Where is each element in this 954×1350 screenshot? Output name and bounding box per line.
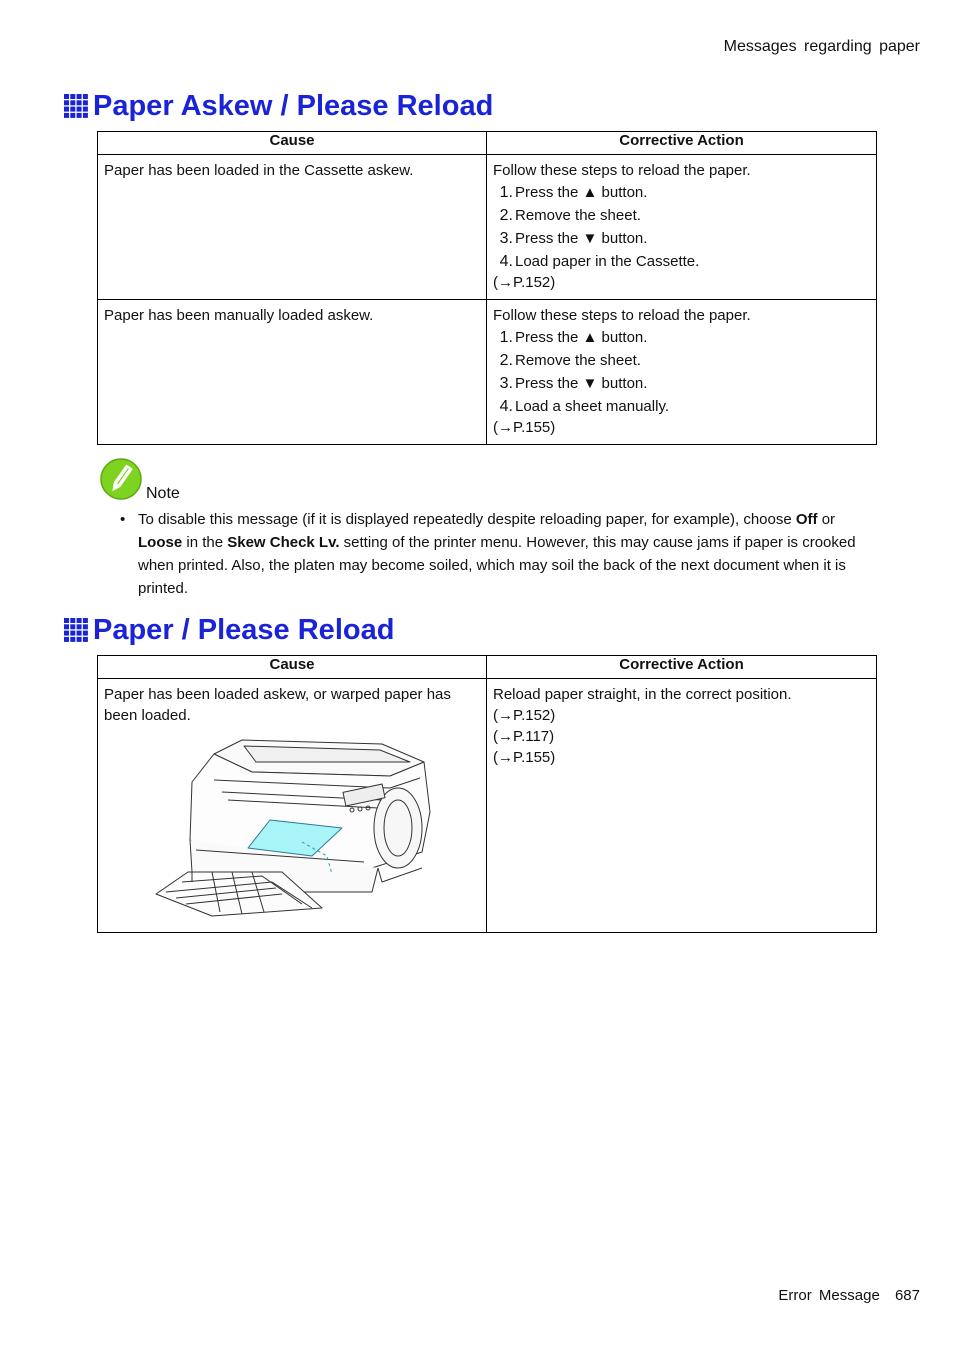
bullet: • [120, 511, 126, 528]
action-text: Reload paper straight, in the correct position. [493, 686, 792, 703]
action-cell [487, 155, 877, 300]
step-item [493, 326, 870, 349]
paper-reload-table [97, 655, 877, 933]
page-footer [778, 1287, 920, 1304]
note-label: Note [146, 485, 180, 502]
column-header-cause: Cause [98, 132, 487, 155]
step-item [493, 395, 870, 418]
step-item [493, 181, 870, 204]
page-reference-link[interactable]: (→P.155) [493, 419, 556, 436]
step-text: Press the ▼ button. [515, 230, 648, 247]
action-cell [487, 679, 877, 933]
section-title-text: Paper / Please Reload [93, 614, 395, 646]
cause-cell [98, 679, 487, 933]
step-text: Load paper in the Cassette. [515, 253, 700, 270]
table-row [98, 300, 877, 445]
note-bold-off: Off [795, 511, 818, 528]
note-text: To disable this message (if it is displayed repeatedly despite reloading paper, for example), choose [138, 511, 796, 528]
table-row [98, 679, 877, 933]
grid-icon [64, 94, 88, 118]
action-intro: Follow these steps to reload the paper. [493, 162, 751, 179]
step-text: Remove the sheet. [515, 207, 641, 224]
step-number: 2. [499, 352, 513, 369]
note-bold-skew-check: Skew Check Lv. [227, 534, 340, 551]
step-text: Remove the sheet. [515, 352, 641, 369]
printer-illustration-icon [152, 732, 437, 920]
section-title-paper-reload [64, 613, 394, 647]
step-number: 3. [499, 230, 513, 247]
column-header-cause: Cause [98, 656, 487, 679]
step-number: 1. [499, 184, 513, 201]
pencil-note-icon [100, 458, 142, 500]
note-bold-loose: Loose [138, 534, 183, 551]
step-number: 4. [499, 253, 513, 270]
table-header-row [98, 656, 877, 679]
cause-cell: Paper has been manually loaded askew. [98, 300, 487, 445]
step-number: 1. [499, 329, 513, 346]
steps-list [493, 326, 870, 418]
page-reference-link[interactable]: (→P.155) [493, 749, 556, 766]
running-header: Messages regarding paper [723, 38, 920, 55]
paper-askew-table [97, 131, 877, 445]
step-number: 2. [499, 207, 513, 224]
step-number: 3. [499, 375, 513, 392]
column-header-corrective-action: Corrective Action [487, 132, 877, 155]
step-text: Load a sheet manually. [515, 398, 669, 415]
section-title-paper-askew [64, 89, 493, 123]
printer-illustration [152, 732, 480, 926]
note-text: setting of the printer menu. However, this may cause jams if paper is crooked when printed. Also, the platen may become soiled, which may soil the back of the next document when it is printed. [138, 534, 856, 597]
footer-section: Error Message [778, 1287, 880, 1304]
column-header-corrective-action: Corrective Action [487, 656, 877, 679]
step-text: Press the ▼ button. [515, 375, 648, 392]
section-title-text: Paper Askew / Please Reload [93, 90, 494, 122]
action-cell [487, 300, 877, 445]
note-block [100, 458, 880, 504]
step-text: Press the ▲ button. [515, 329, 648, 346]
step-item [493, 250, 870, 273]
cause-cell: Paper has been loaded in the Cassette askew. [98, 155, 487, 300]
step-item [493, 204, 870, 227]
step-item [493, 372, 870, 395]
step-number: 4. [499, 398, 513, 415]
note-item [120, 508, 880, 600]
note-text: or [817, 511, 836, 528]
page-reference-link[interactable]: (→P.152) [493, 274, 556, 291]
step-item [493, 227, 870, 250]
note-text: in the [182, 534, 228, 551]
page-reference-link[interactable]: (→P.152) [493, 707, 556, 724]
steps-list [493, 181, 870, 273]
step-text: Press the ▲ button. [515, 184, 648, 201]
grid-icon [64, 618, 88, 642]
page-reference-link[interactable]: (→P.117) [493, 728, 555, 745]
action-intro: Follow these steps to reload the paper. [493, 307, 751, 324]
table-header-row [98, 132, 877, 155]
step-item [493, 349, 870, 372]
page-number: 687 [894, 1287, 920, 1304]
cause-text: Paper has been loaded askew, or warped paper has been loaded. [104, 686, 451, 724]
table-row [98, 155, 877, 300]
note-list [120, 508, 880, 600]
